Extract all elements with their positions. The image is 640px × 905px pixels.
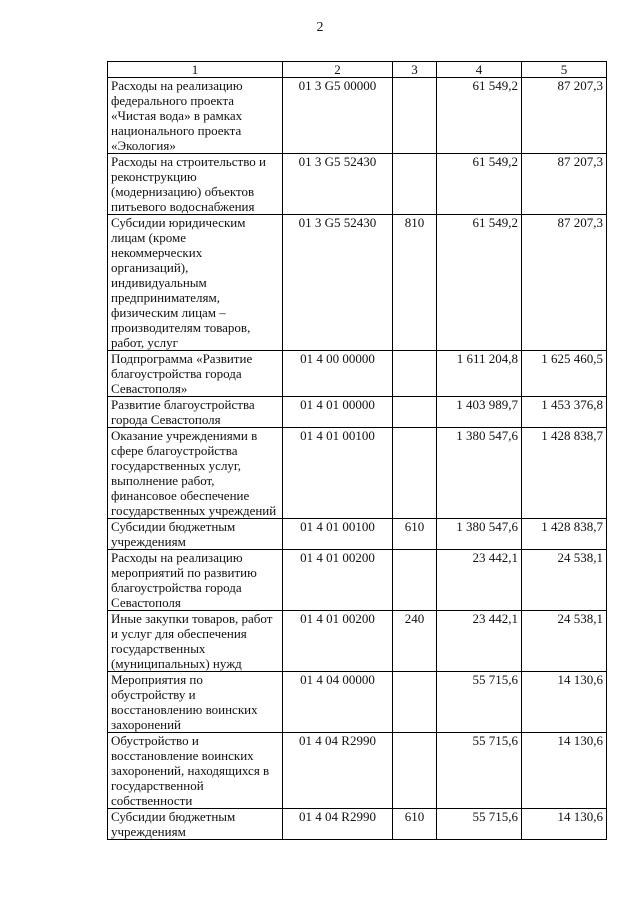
column-header: 2 [283, 62, 393, 78]
budget-code-cell: 01 4 01 00100 [283, 428, 393, 519]
expense-type-cell: 810 [393, 215, 437, 351]
expense-name-cell: Иные закупки товаров, работ и услуг для обеспечения государственных (муниципальных) нужд [108, 611, 283, 672]
amount-year2-cell: 24 538,1 [522, 550, 607, 611]
expense-name-cell: Мероприятия по обустройству и восстановлению воинских захоронений [108, 672, 283, 733]
expense-name-cell: Обустройство и восстановление воинских захоронений, находящихся в государственной собственности [108, 733, 283, 809]
budget-code-cell: 01 4 04 00000 [283, 672, 393, 733]
amount-year1-cell: 1 403 989,7 [437, 397, 522, 428]
amount-year2-cell: 14 130,6 [522, 733, 607, 809]
budget-code-cell: 01 3 G5 00000 [283, 78, 393, 154]
amount-year1-cell: 55 715,6 [437, 733, 522, 809]
amount-year1-cell: 1 380 547,6 [437, 428, 522, 519]
table-row [108, 550, 607, 611]
amount-year2-cell: 14 130,6 [522, 672, 607, 733]
column-header: 1 [108, 62, 283, 78]
table-row [108, 809, 607, 840]
expense-type-cell: 240 [393, 611, 437, 672]
amount-year1-cell: 23 442,1 [437, 611, 522, 672]
table-header-row [108, 62, 607, 78]
budget-code-cell: 01 4 04 R2990 [283, 733, 393, 809]
budget-code-cell: 01 4 01 00000 [283, 397, 393, 428]
table-row [108, 351, 607, 397]
expense-name-cell: Подпрограмма «Развитие благоустройства города Севастополя» [108, 351, 283, 397]
expense-name-cell: Субсидии бюджетным учреждениям [108, 809, 283, 840]
table-row [108, 672, 607, 733]
amount-year2-cell: 1 453 376,8 [522, 397, 607, 428]
page-number: 2 [316, 20, 324, 35]
expense-type-cell [393, 78, 437, 154]
table-row [108, 428, 607, 519]
amount-year2-cell: 1 428 838,7 [522, 519, 607, 550]
expense-name-cell: Субсидии бюджетным учреждениям [108, 519, 283, 550]
expense-type-cell [393, 672, 437, 733]
amount-year1-cell: 1 380 547,6 [437, 519, 522, 550]
budget-code-cell: 01 4 00 00000 [283, 351, 393, 397]
amount-year1-cell: 1 611 204,8 [437, 351, 522, 397]
expense-name-cell: Расходы на строительство и реконструкцию (модернизацию) объектов питьевого водоснабжения [108, 154, 283, 215]
expense-type-cell [393, 550, 437, 611]
amount-year2-cell: 1 625 460,5 [522, 351, 607, 397]
expense-name-cell: Субсидии юридическим лицам (кроме некоммерческих организаций), индивидуальным предпринимателям, физическим лицам – производителям товаров, работ, услуг [108, 215, 283, 351]
budget-code-cell: 01 3 G5 52430 [283, 154, 393, 215]
amount-year1-cell: 23 442,1 [437, 550, 522, 611]
budget-table [107, 61, 607, 840]
expense-type-cell [393, 428, 437, 519]
column-header: 4 [437, 62, 522, 78]
budget-code-cell: 01 4 01 00200 [283, 550, 393, 611]
expense-name-cell: Расходы на реализацию мероприятий по развитию благоустройства города Севастополя [108, 550, 283, 611]
expense-type-cell [393, 154, 437, 215]
amount-year2-cell: 87 207,3 [522, 78, 607, 154]
amount-year2-cell: 87 207,3 [522, 215, 607, 351]
amount-year1-cell: 55 715,6 [437, 809, 522, 840]
column-header: 3 [393, 62, 437, 78]
amount-year1-cell: 55 715,6 [437, 672, 522, 733]
budget-code-cell: 01 3 G5 52430 [283, 215, 393, 351]
table-row [108, 397, 607, 428]
expense-name-cell: Развитие благоустройства города Севастополя [108, 397, 283, 428]
expense-name-cell: Расходы на реализацию федерального проекта «Чистая вода» в рамках национального проекта «Экология» [108, 78, 283, 154]
expense-type-cell [393, 351, 437, 397]
expense-type-cell: 610 [393, 809, 437, 840]
amount-year2-cell: 87 207,3 [522, 154, 607, 215]
amount-year1-cell: 61 549,2 [437, 215, 522, 351]
column-header: 5 [522, 62, 607, 78]
amount-year2-cell: 14 130,6 [522, 809, 607, 840]
budget-code-cell: 01 4 01 00100 [283, 519, 393, 550]
budget-code-cell: 01 4 04 R2990 [283, 809, 393, 840]
expense-type-cell [393, 733, 437, 809]
amount-year1-cell: 61 549,2 [437, 154, 522, 215]
budget-code-cell: 01 4 01 00200 [283, 611, 393, 672]
amount-year1-cell: 61 549,2 [437, 78, 522, 154]
table-row [108, 154, 607, 215]
table-row [108, 215, 607, 351]
amount-year2-cell: 24 538,1 [522, 611, 607, 672]
expense-type-cell: 610 [393, 519, 437, 550]
amount-year2-cell: 1 428 838,7 [522, 428, 607, 519]
expense-name-cell: Оказание учреждениями в сфере благоустройства государственных услуг, выполнение работ, финансовое обеспечение государственных учреждений [108, 428, 283, 519]
table-row [108, 78, 607, 154]
table-row [108, 611, 607, 672]
table-row [108, 733, 607, 809]
expense-type-cell [393, 397, 437, 428]
table-row [108, 519, 607, 550]
